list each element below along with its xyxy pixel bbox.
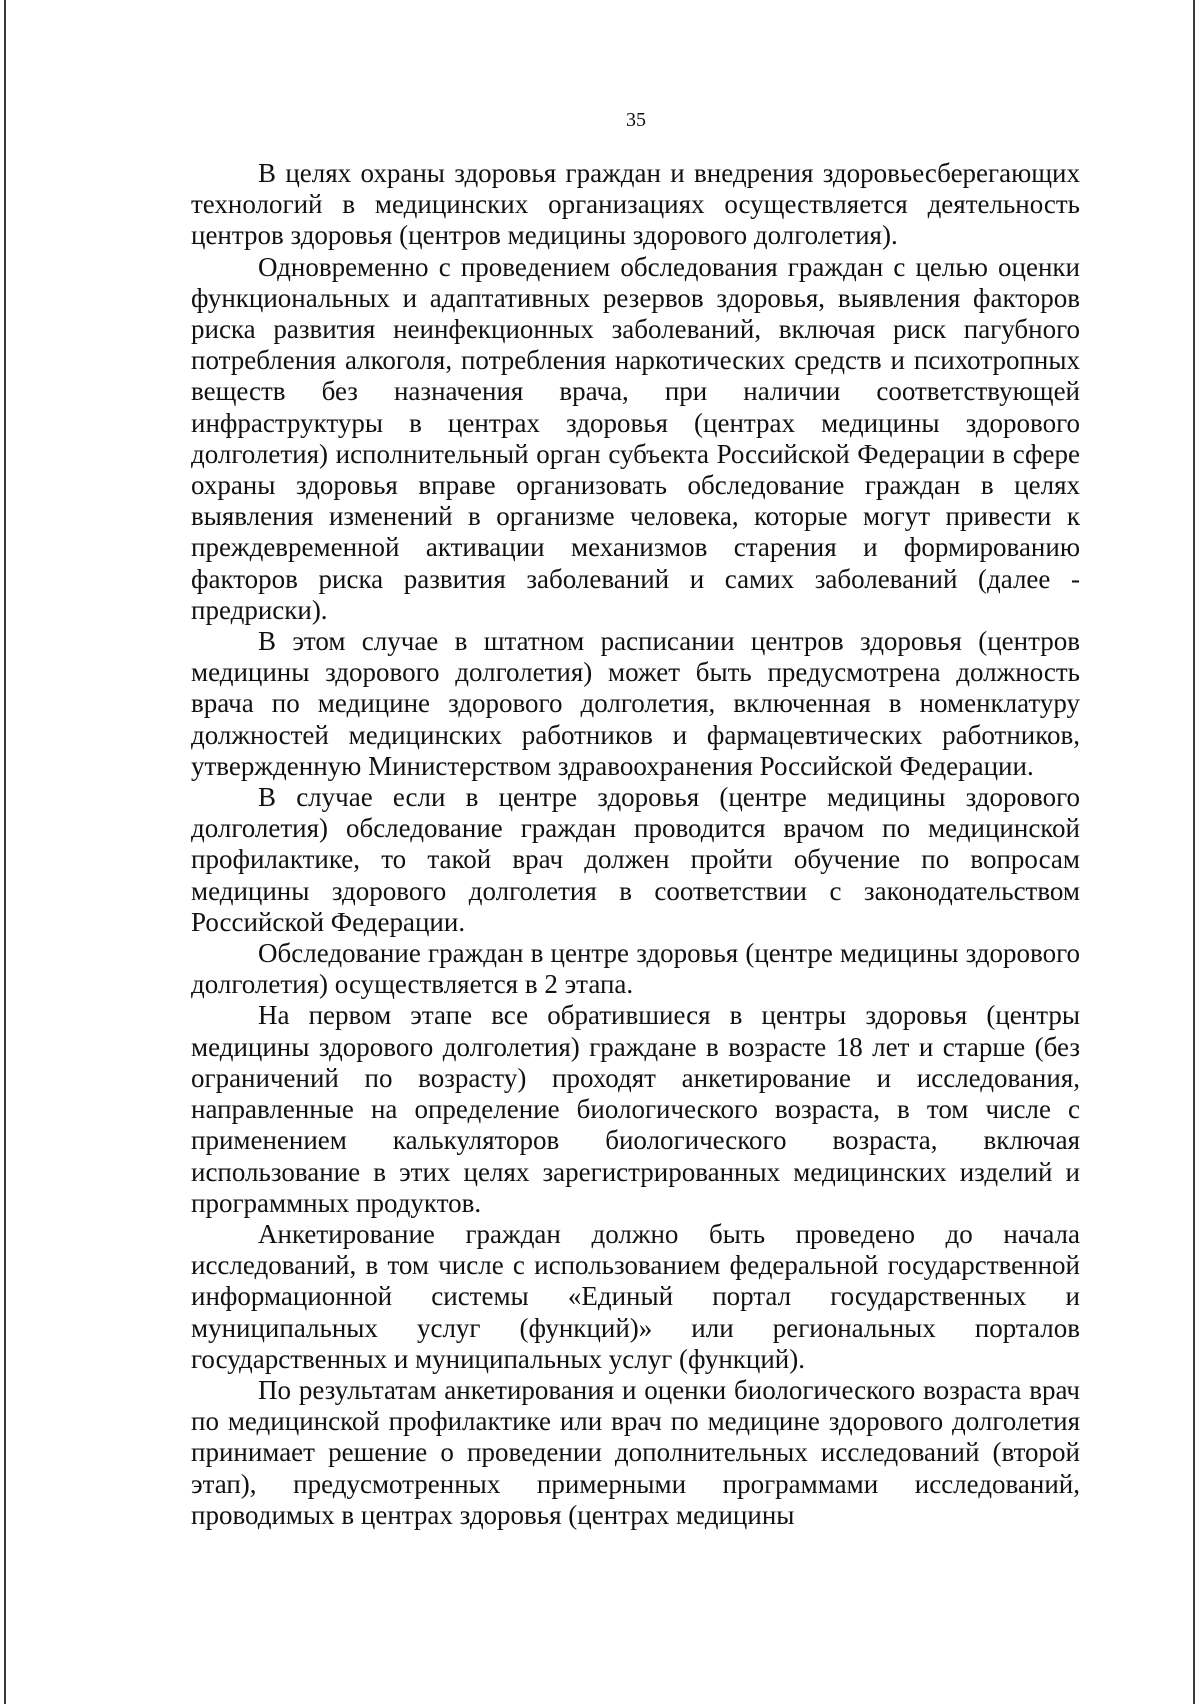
paragraph: Одновременно с проведением обследования граждан с целью оценки функциональных и адаптативных резервов здоровья, выявления факторов риска развития неинфекционных заболеваний, включая риск пагубного потребления алкоголя, потребления наркотических средств и психотропных веществ без назначения врача, при наличии соответствующей инфраструктуры в центрах здоровья (центрах медицины здорового долголетия) исполнительный орган субъекта Российской Федерации в сфере охраны здоровья вправе организовать обследование граждан в целях выявления изменений в организме человека, которые могут привести к преждевременной активации механизмов старения и формированию факторов риска развития заболеваний и самих заболеваний (далее - предриски).	[191, 251, 1080, 625]
document-body	[191, 158, 1080, 1531]
paragraph: Анкетирование граждан должно быть проведено до начала исследований, в том числе с использованием федеральной государственной информационной системы «Единый портал государственных и муниципальных услуг (функций)» или региональных порталов государственных и муниципальных услуг (функций).	[191, 1218, 1080, 1374]
paragraph: В целях охраны здоровья граждан и внедрения здоровьесберегающих технологий в медицинских организациях осуществляется деятельность центров здоровья (центров медицины здорового долголетия).	[191, 158, 1080, 251]
scan-edge-left	[4, 0, 6, 1704]
paragraph: Обследование граждан в центре здоровья (центре медицины здорового долголетия) осуществляется в 2 этапа.	[191, 938, 1080, 1000]
scan-edge-right	[1193, 0, 1195, 1704]
paragraph: В случае если в центре здоровья (центре медицины здорового долголетия) обследование граждан проводится врачом по медицинской профилактике, то такой врач должен пройти обучение по вопросам медицины здорового долголетия в соответствии с законодательством Российской Федерации.	[191, 782, 1080, 937]
paragraph: По результатам анкетирования и оценки биологического возраста врач по медицинской профилактике или врач по медицине здорового долголетия принимает решение о проведении дополнительных исследований (второй этап), предусмотренных примерными программами исследований, проводимых в центрах здоровья (центрах медицины	[191, 1374, 1080, 1530]
paragraph: В этом случае в штатном расписании центров здоровья (центров медицины здорового долголетия) может быть предусмотрена должность врача по медицине здорового долголетия, включенная в номенклатуру должностей медицинских работников и фармацевтических работников, утвержденную Министерством здравоохранения Российской Федерации.	[191, 626, 1080, 781]
page-number: 35	[626, 109, 646, 131]
paragraph: На первом этапе все обратившиеся в центры здоровья (центры медицины здорового долголетия) граждане в возрасте 18 лет и старше (без ограничений по возрасту) проходят анкетирование и исследования, направленные на определение биологического возраста, в том числе с применением калькуляторов биологического возраста, включая использование в этих целях зарегистрированных медицинских изделий и программных продуктов.	[191, 1000, 1080, 1218]
